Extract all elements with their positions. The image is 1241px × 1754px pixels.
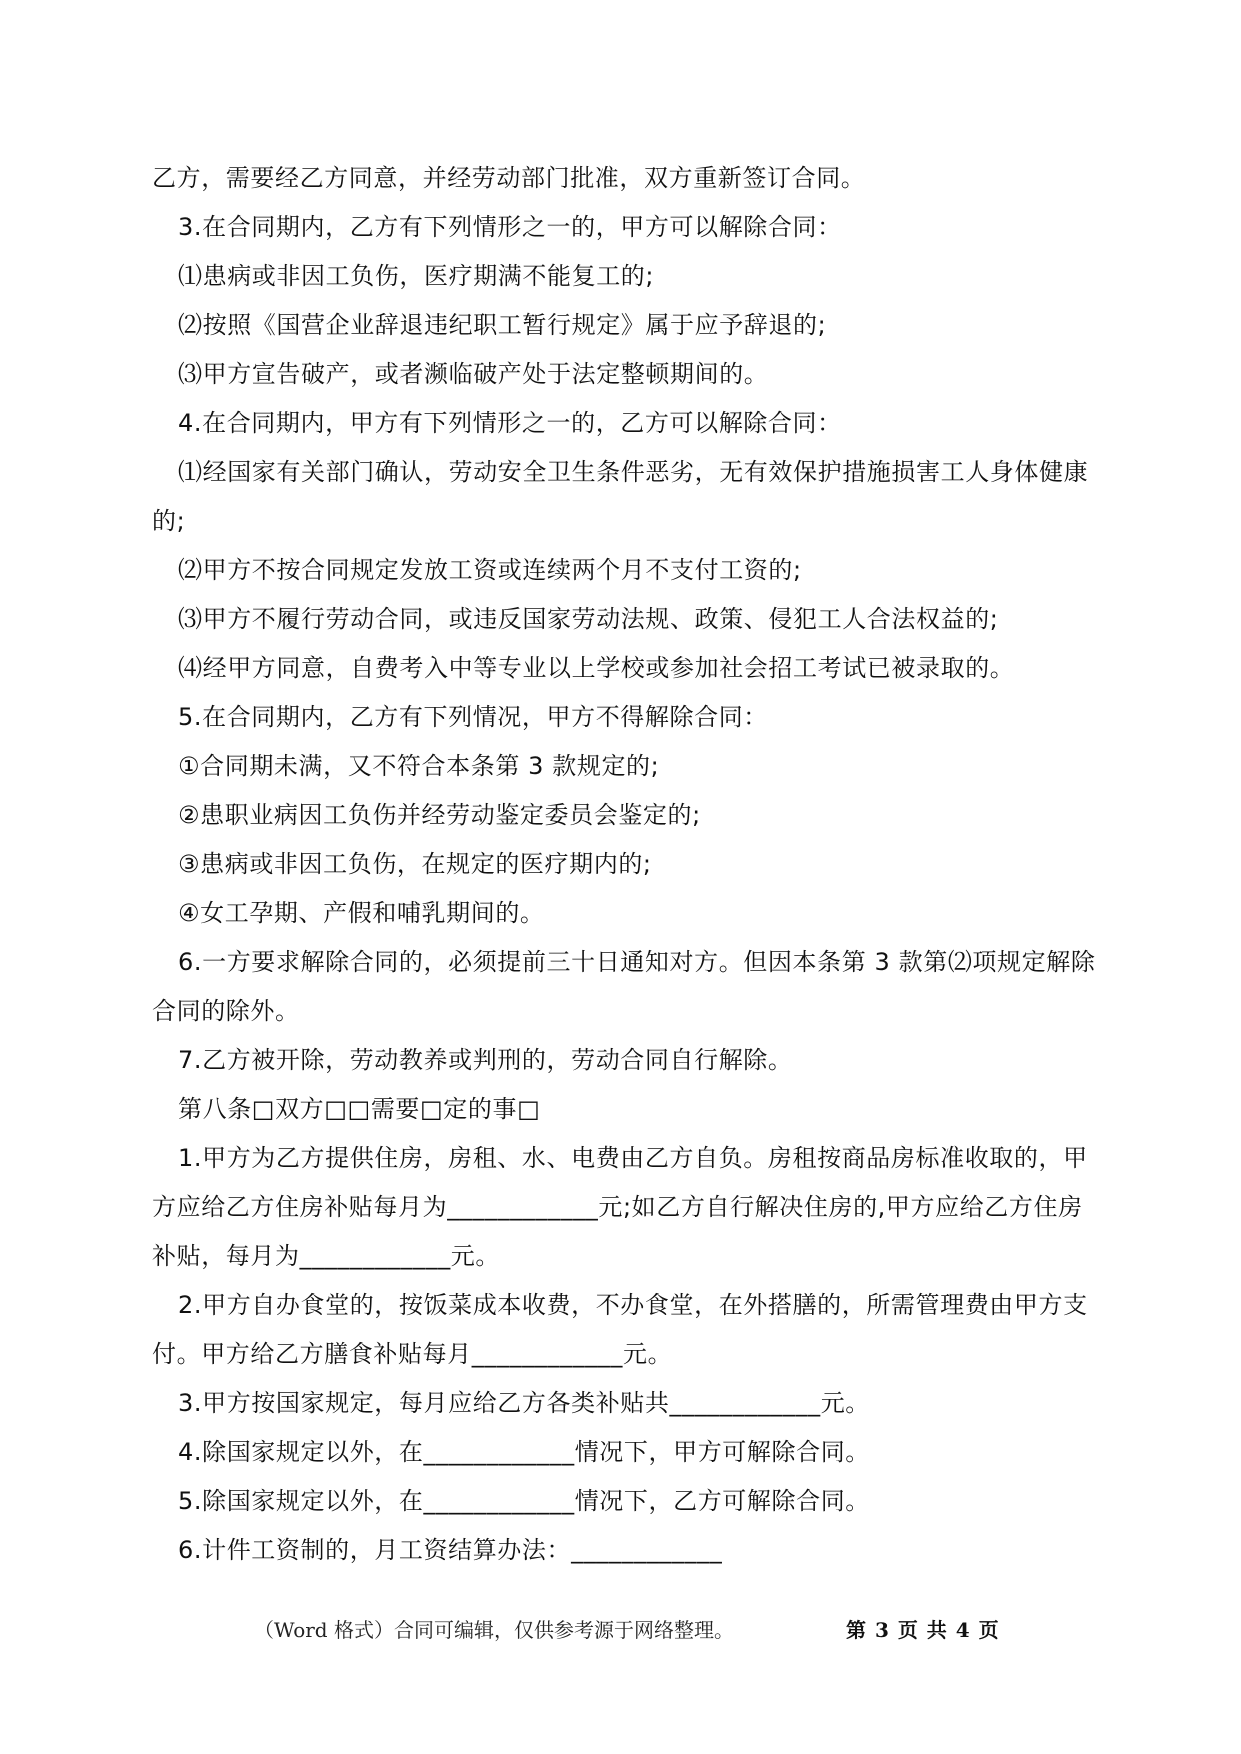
paragraph: ⑵甲方不按合同规定发放工资或连续两个月不支付工资的; xyxy=(178,556,802,584)
section-heading: 第八条□双方□□需要□定的事□ xyxy=(178,1095,541,1123)
paragraph: ③患病或非因工负伤，在规定的医疗期内的; xyxy=(178,850,652,878)
paragraph: ⑶甲方不履行劳动合同，或违反国家劳动法规、政策、侵犯工人合法权益的; xyxy=(178,605,999,633)
paragraph: 6.一方要求解除合同的，必须提前三十日通知对方。但因本条第 3 款第⑵项规定解除合同的除外。 xyxy=(152,948,1096,1025)
paragraph: 1.甲方为乙方提供住房，房租、水、电费由乙方自负。房租按商品房标准收取的，甲方应给乙方住房补贴每月为____________元;如乙方自行解决住房的,甲方应给乙方住房补贴，每月为____________元。 xyxy=(152,1144,1088,1270)
footer-note: （Word 格式）合同可编辑，仅供参考源于网络整理。 xyxy=(254,1618,734,1642)
paragraph: 5.在合同期内，乙方有下列情况，甲方不得解除合同： xyxy=(178,703,768,731)
paragraph: 乙方，需要经乙方同意，并经劳动部门批准，双方重新签订合同。 xyxy=(152,164,866,192)
page-number: 第 3 页 共 4 页 xyxy=(846,1618,1000,1642)
paragraph: 3.甲方按国家规定，每月应给乙方各类补贴共____________元。 xyxy=(178,1389,870,1417)
paragraph: 3.在合同期内，乙方有下列情形之一的，甲方可以解除合同： xyxy=(178,213,842,241)
paragraph: 6.计件工资制的，月工资结算办法：____________ xyxy=(178,1536,723,1564)
paragraph: ⑴经国家有关部门确认，劳动安全卫生条件恶劣，无有效保护措施损害工人身体健康的; xyxy=(152,458,1089,535)
paragraph: ④女工孕期、产假和哺乳期间的。 xyxy=(178,899,545,927)
paragraph: 5.除国家规定以外，在____________情况下，乙方可解除合同。 xyxy=(178,1487,870,1515)
page-footer xyxy=(0,1614,1241,1654)
paragraph: ②患职业病因工负伤并经劳动鉴定委员会鉴定的; xyxy=(178,801,701,829)
document-body xyxy=(152,154,1100,1575)
paragraph: ①合同期未满，又不符合本条第 3 款规定的; xyxy=(178,752,660,780)
paragraph: ⑷经甲方同意，自费考入中等专业以上学校或参加社会招工考试已被录取的。 xyxy=(178,654,1015,682)
paragraph: ⑵按照《国营企业辞退违纪职工暂行规定》属于应予辞退的; xyxy=(178,311,827,339)
paragraph: 2.甲方自办食堂的，按饭菜成本收费，不办食堂，在外搭膳的，所需管理费由甲方支付。甲方给乙方膳食补贴每月____________元。 xyxy=(152,1291,1088,1368)
paragraph: 4.除国家规定以外，在____________情况下，甲方可解除合同。 xyxy=(178,1438,870,1466)
paragraph: 4.在合同期内，甲方有下列情形之一的，乙方可以解除合同： xyxy=(178,409,842,437)
paragraph: 7.乙方被开除，劳动教养或判刑的，劳动合同自行解除。 xyxy=(178,1046,793,1074)
paragraph: ⑴患病或非因工负伤，医疗期满不能复工的; xyxy=(178,262,655,290)
paragraph: ⑶甲方宣告破产，或者濒临破产处于法定整顿期间的。 xyxy=(178,360,769,388)
